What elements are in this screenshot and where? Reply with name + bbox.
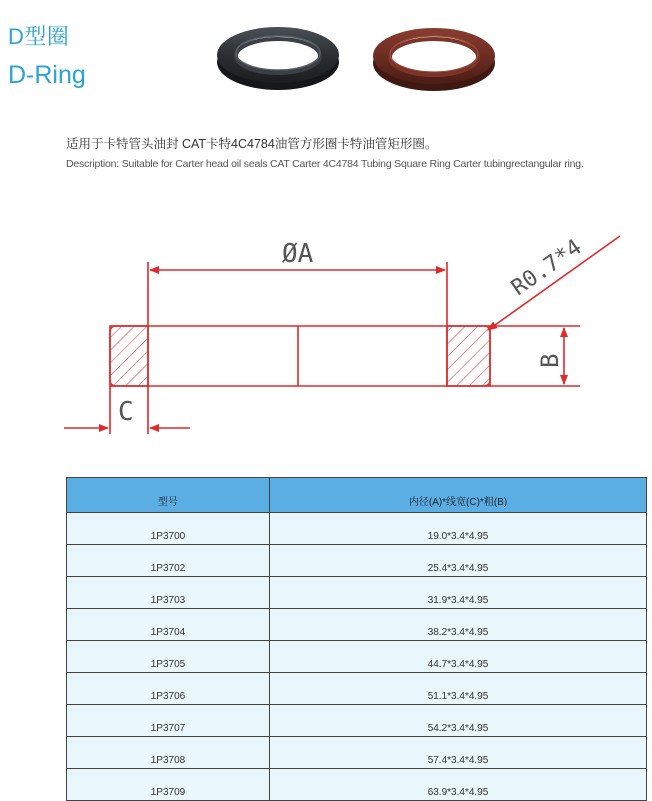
left-hatched-section xyxy=(110,326,148,386)
description-cn: 适用于卡特管头油封 CAT卡特4C4784油管方形圈卡特油管矩形圈。 xyxy=(66,137,438,151)
table-row xyxy=(67,609,647,641)
ring-outline xyxy=(110,326,490,386)
table-row xyxy=(67,641,647,673)
black-d-ring-photo xyxy=(214,18,342,92)
model-cell: 1P3707 xyxy=(67,705,270,737)
description-en: Description: Suitable for Carter head oil seals CAT Carter 4C4784 Tubing Square Ring Carter tubingrectangular ring. xyxy=(66,158,584,170)
page-title-en: D-Ring xyxy=(8,61,86,89)
model-cell: 1P3700 xyxy=(67,513,270,545)
dim-b-label: B xyxy=(536,353,564,368)
page-title-cn: D型圈 xyxy=(8,24,70,49)
dimension-cell: 31.9*3.4*4.95 xyxy=(270,577,647,609)
table-row xyxy=(67,577,647,609)
dim-a-label: ØA xyxy=(282,239,314,269)
dimension-cell: 44.7*3.4*4.95 xyxy=(270,641,647,673)
radius-label: R0.7*4 xyxy=(507,234,587,301)
column-header-model: 型号 xyxy=(67,478,270,513)
dimension-cell: 63.9*3.4*4.95 xyxy=(270,769,647,801)
right-hatched-section xyxy=(447,326,490,386)
dimension-cell: 57.4*3.4*4.95 xyxy=(270,737,647,769)
table-row xyxy=(67,737,647,769)
dimension-cell: 38.2*3.4*4.95 xyxy=(270,609,647,641)
table-row xyxy=(67,705,647,737)
model-cell: 1P3708 xyxy=(67,737,270,769)
spec-table xyxy=(66,477,647,801)
dim-c-label: C xyxy=(118,397,134,427)
dimension-cell: 19.0*3.4*4.95 xyxy=(270,513,647,545)
table-row xyxy=(67,513,647,545)
column-header-dimensions: 内径(A)*线宽(C)*粗(B) xyxy=(270,478,647,513)
dimension-cell: 25.4*3.4*4.95 xyxy=(270,545,647,577)
table-header-row xyxy=(67,478,647,513)
model-cell: 1P3704 xyxy=(67,609,270,641)
model-cell: 1P3706 xyxy=(67,673,270,705)
model-cell: 1P3709 xyxy=(67,769,270,801)
table-row xyxy=(67,673,647,705)
table-row xyxy=(67,545,647,577)
dimension-cell: 51.1*3.4*4.95 xyxy=(270,673,647,705)
model-cell: 1P3705 xyxy=(67,641,270,673)
model-cell: 1P3703 xyxy=(67,577,270,609)
model-cell: 1P3702 xyxy=(67,545,270,577)
d-ring-cross-section-drawing xyxy=(60,222,630,442)
dimension-cell: 54.2*3.4*4.95 xyxy=(270,705,647,737)
brown-d-ring-photo xyxy=(370,18,498,92)
